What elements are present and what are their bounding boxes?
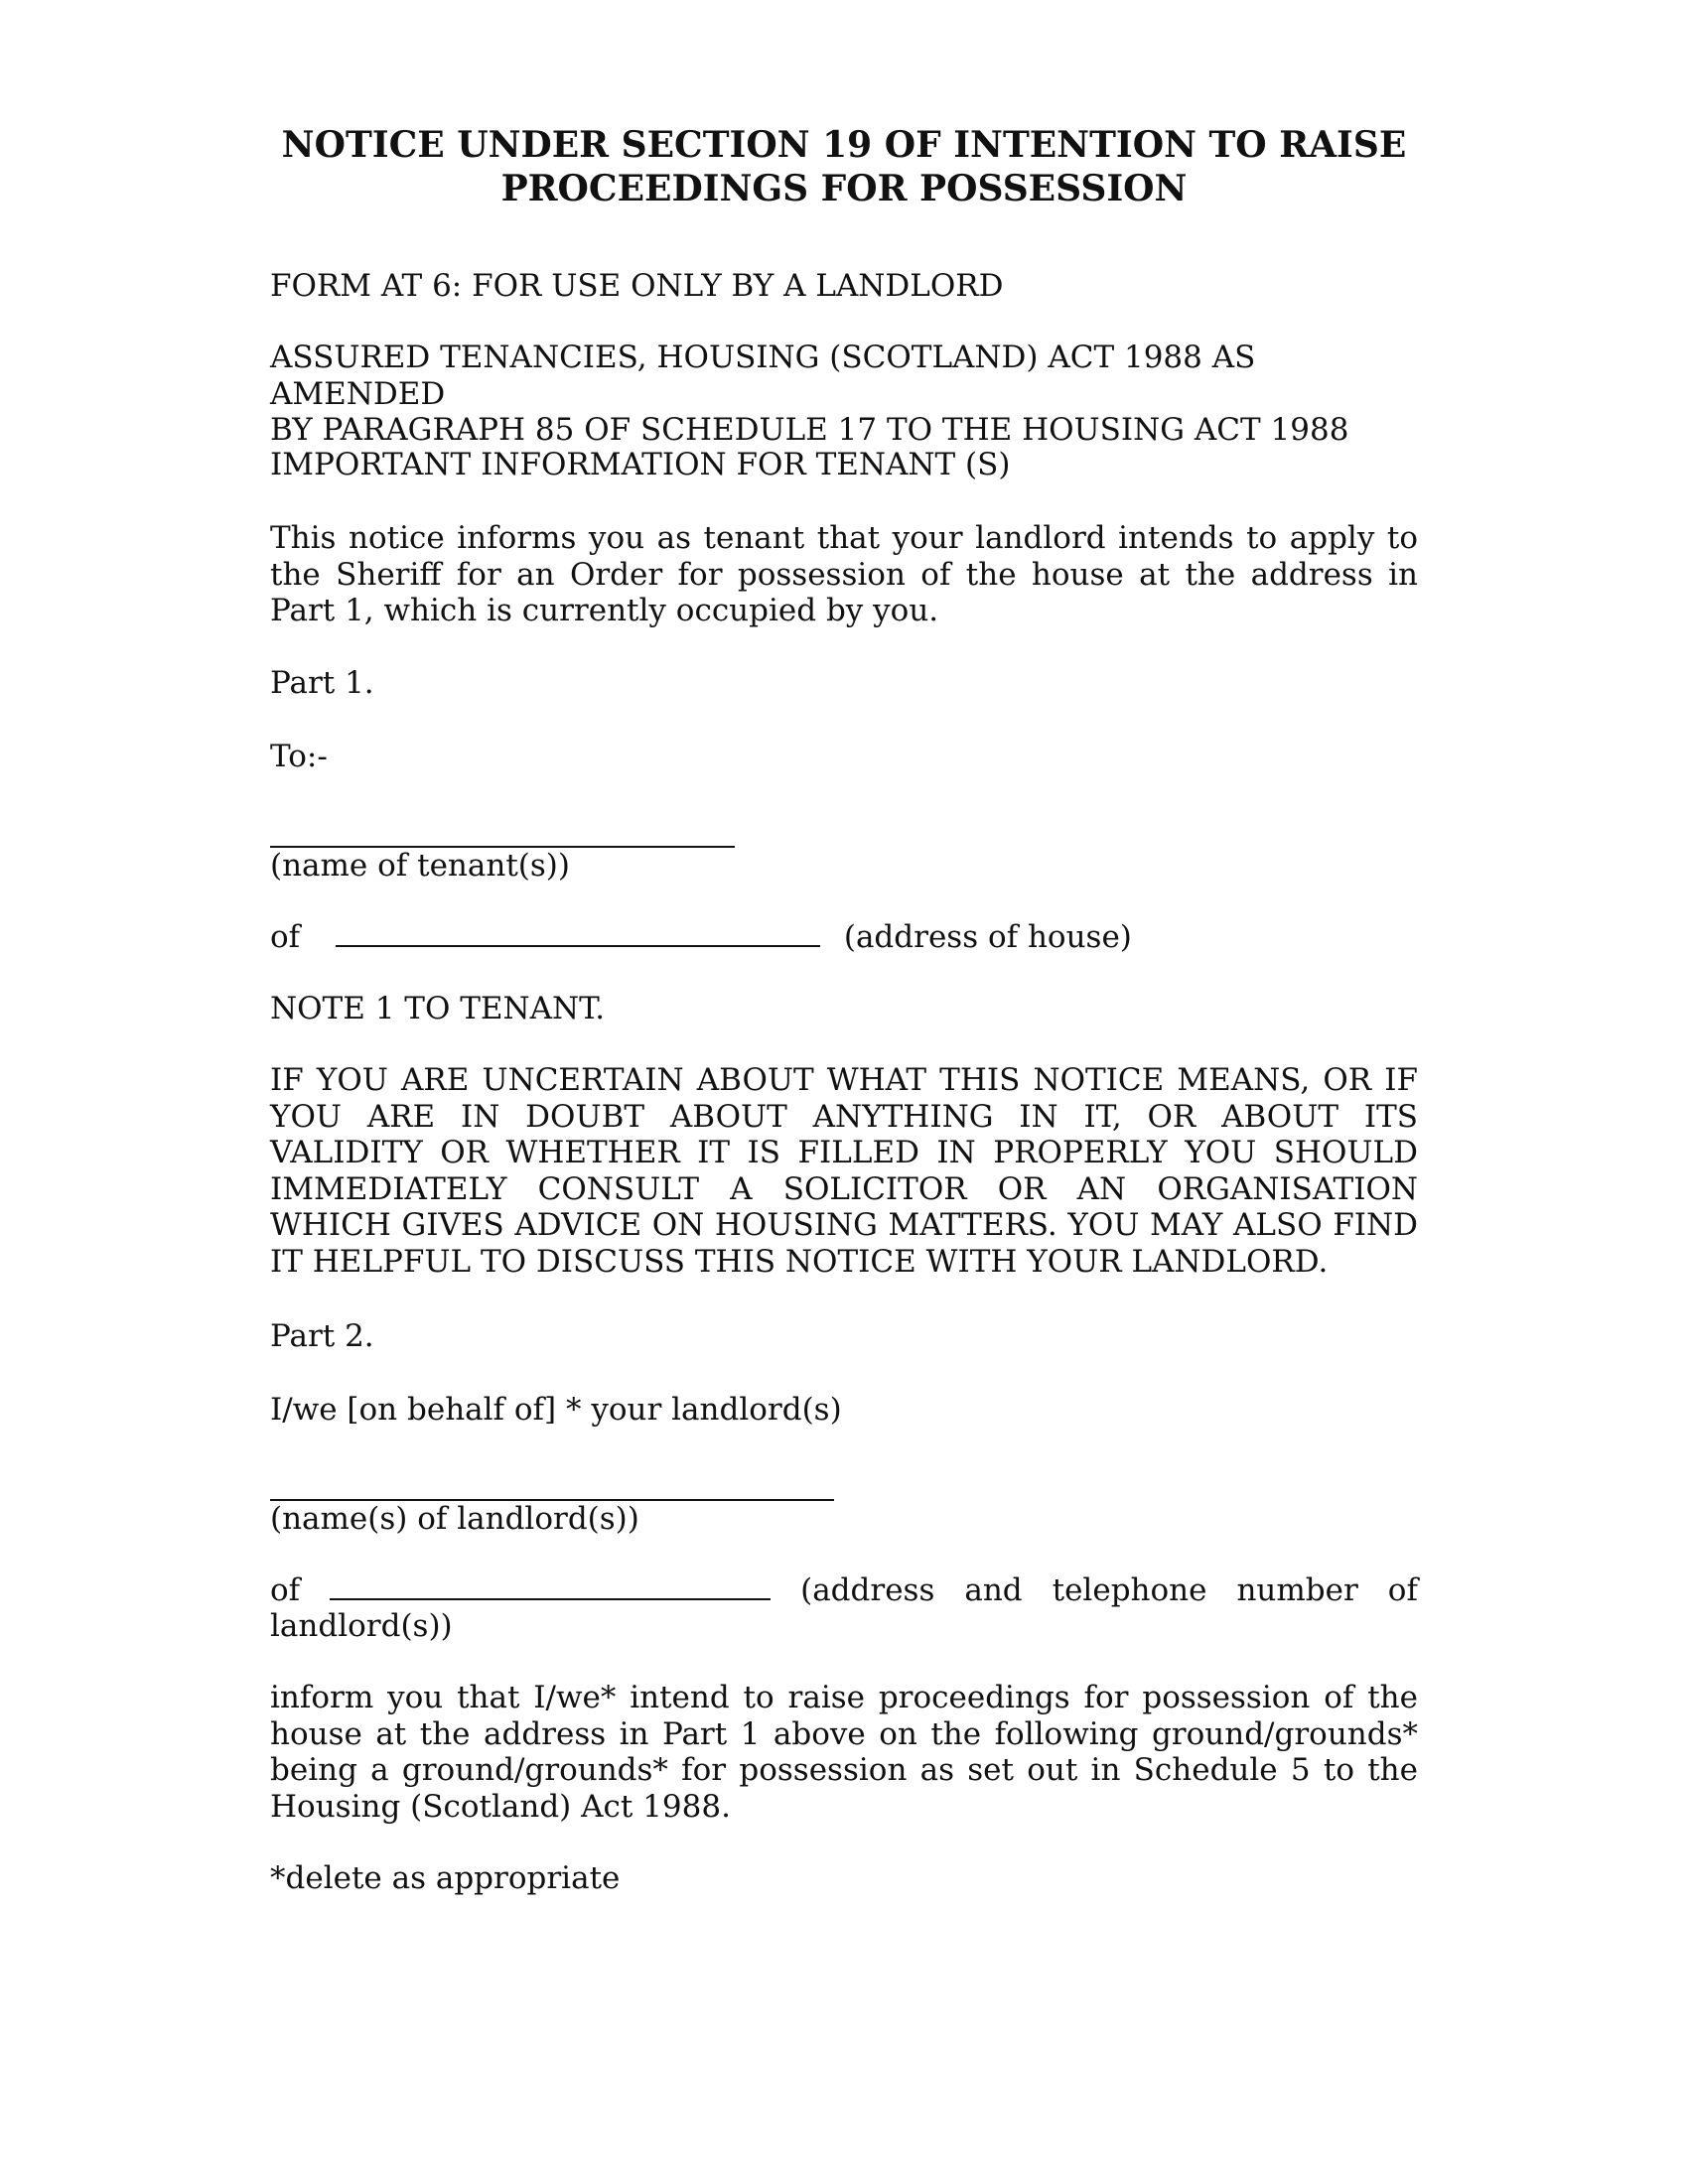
of-label: of [270, 919, 301, 955]
landlord-of-label: of [270, 1572, 301, 1608]
landlord-address-word: telephone [1052, 1572, 1207, 1608]
part1-heading: Part 1. [270, 665, 374, 701]
landlord-address-word: (address [800, 1572, 935, 1608]
note1-heading: NOTE 1 TO TENANT. [270, 991, 606, 1026]
intro-paragraph: This notice informs you as tenant that your landlord intends to apply to the Sheriff for an Order for possession of the house at the address in Part 1, which is currently occupied by you. [270, 520, 1418, 628]
tenant-address-row [270, 919, 1418, 956]
landlord-address-word: of [1387, 1572, 1418, 1608]
landlord-address-word: and [964, 1572, 1023, 1608]
landlord-address-row [270, 1572, 1418, 1609]
landlord-intro: I/we [on behalf of] * your landlord(s) [270, 1392, 842, 1428]
address-of-house-caption: (address of house) [843, 919, 1132, 955]
tenant-name-caption: (name of tenant(s)) [270, 848, 570, 884]
landlord-address-blank[interactable] [330, 1597, 771, 1600]
important-heading: IMPORTANT INFORMATION FOR TENANT (S) [270, 447, 1011, 482]
tenant-address-blank[interactable] [336, 944, 820, 947]
delete-note: *delete as appropriate [270, 1860, 621, 1896]
act-reference [270, 340, 1418, 449]
landlord-name-caption: (name(s) of landlord(s)) [270, 1501, 639, 1537]
title-line-2: PROCEEDINGS FOR POSSESSION [500, 168, 1188, 209]
note1-paragraph: IF YOU ARE UNCERTAIN ABOUT WHAT THIS NOTICE MEANS, OR IF YOU ARE IN DOUBT ABOUT ANYTHING IN IT, OR ABOUT ITS VALIDITY OR WHETHER IT IS FILLED IN PROPERLY YOU SHOULD IMMEDIATELY CONSULT A SOLICITOR OR AN ORGANISATION WHICH GIVES ADVICE ON HOUSING MATTERS. YOU MAY ALSO FIND IT HELPFUL TO DISCUSS THIS NOTICE WITH YOUR LANDLORD. [270, 1062, 1418, 1280]
landlord-address-word: number [1236, 1572, 1358, 1608]
proceedings-paragraph: inform you that I/we* intend to raise proceedings for possession of the house at the address in Part 1 above on the following ground/grounds* being a ground/grounds* for possession as set out in Schedule 5 to the Housing (Scotland) Act 1988. [270, 1680, 1418, 1825]
part2-heading: Part 2. [270, 1318, 374, 1354]
form-label: FORM AT 6: FOR USE ONLY BY A LANDLORD [270, 268, 1004, 304]
act-reference-line-1: ASSURED TENANCIES, HOUSING (SCOTLAND) ACT 1988 AS AMENDED [270, 340, 1256, 412]
document-title [270, 123, 1418, 210]
title-line-1: NOTICE UNDER SECTION 19 OF INTENTION TO RAISE [281, 124, 1407, 166]
act-reference-line-2: BY PARAGRAPH 85 OF SCHEDULE 17 TO THE HOUSING ACT 1988 [270, 412, 1349, 448]
landlord-address-wrap: landlord(s)) [270, 1608, 453, 1644]
to-label: To:- [270, 739, 328, 774]
